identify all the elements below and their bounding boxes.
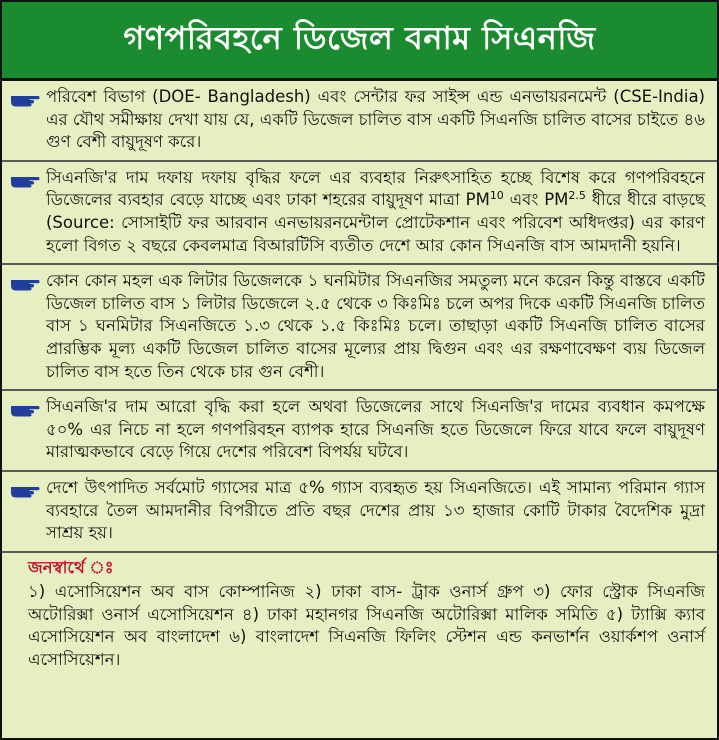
point-4 (2, 391, 717, 472)
point-3-text: কোন কোন মহল এক লিটার ডিজেলকে ১ ঘনমিটার সিএনজির সমতুল্য মনে করেন কিন্তু বাস্তবে একটি ডিজেল চালিত বাস ১ লিটার ডিজেলে ২.৫ থেকে ৩ কিঃমিঃ চলে অপর দিকে একটি সিএনজি চালিত বাস ১ ঘনমিটার সিএনজিতে ১.৩ থেকে ১.৫ কিঃমিঃ চলে। তাছাড়া একটি সিএনজি চালিত বাসের প্রারম্ভিক মূল্য একটি ডিজেল চালিত বাসের মূল্যের প্রায় দ্বিগুন এবং এর রক্ষণাবেক্ষণ ব্যয় ডিজেল চালিত বাস হতে তিন থেকে চার গুন বেশী। (46, 271, 705, 381)
point-2-text-b: এবং PM (503, 190, 569, 210)
point-1 (2, 81, 717, 162)
point-4-text: সিএনজি'র দাম আরো বৃদ্ধি করা হলে অথবা ডিজেলের সাথে সিএনজি'র দামের ব্যবধান কমপক্ষে ৫০% এর নিচে না হলে গণপরিবহন ব্যাপক হারে সিএনজি হতে ডিজেলে ফিরে যাবে ফলে বায়ুদূষণ মারাত্মকভাবে বেড়ে গিয়ে দেশের পরিবেশ বিপর্যয় ঘটবে। (46, 397, 705, 462)
point-2-text-a: সিএনজি'র দাম দফায় দফায় বৃদ্ধির ফলে এর ব্যবহার নিরুৎসাহিত হচ্ছে বিশেষ করে গণপরিবহনে ডিজেলের ব্যবহার বেড়ে যাচ্ছে এবং ঢাকা শহরের বায়ুদূষণ মাত্রা PM (46, 167, 705, 210)
tribute-heading: জনস্বার্থে ঃ (28, 557, 114, 577)
point-2 (2, 162, 717, 265)
pm10-superscript: 10 (489, 189, 504, 203)
pointing-hand-icon (10, 401, 40, 417)
point-1-text: পরিবেশ বিভাগ (DOE- Bangladesh) এবং সেন্টার ফর সাইন্স এন্ড এনভায়রনমেন্ট (CSE-India) এর যৌথ সমীক্ষায় দেখা যায় যে, একটি ডিজেল চালিত বাস একটি সিএনজি চালিত বাসের চাইতে ৪৬ গুণ বেশী বায়ুদূষণ করে। (46, 87, 705, 152)
pointing-hand-icon (10, 172, 40, 188)
pointing-hand-icon (10, 482, 40, 498)
point-2-text-c: ধীরে ধীরে বাড়ছে (Source: সোসাইটি ফর আরবান এনভায়রনমেন্টাল প্রোটেকশান এবং পরিবেশ অধিদপ্তর) এর কারণ হলো বিগত ২ বছরে কেবলমাত্র বিআরটিসি ব্যতীত দেশে আর কোন সিএনজি বাস আমদানী হয়নি। (46, 190, 705, 255)
title-bar (2, 2, 717, 81)
page-title: গণপরিবহনে ডিজেল বনাম সিএনজি (123, 19, 596, 57)
point-3 (2, 265, 717, 391)
pointing-hand-icon (10, 91, 40, 107)
tribute-text: ১) এসোসিয়েশন অব বাস কোম্পানিজ ২) ঢাকা বাস- ট্রাক ওনার্স গ্রুপ ৩) ফোর স্ট্রোক সিএনজি অটোরিক্সা ওনার্স এসোসিয়েশন ৪) ঢাকা মহানগর সিএনজি অটোরিক্সা মালিক সমিতি ৫) ট্যাক্সি ক্যাব এসোসিয়েশন অব বাংলাদেশ ৬) বাংলাদেশ সিএনজি ফিলিং স্টেশন এন্ড কনভার্শন ওয়ার্কশপ ওনার্স এসোসিয়েশন। (28, 582, 705, 670)
point-5-text: দেশে উৎপাদিত সর্বমোট গ্যাসের মাত্র ৫% গ্যাস ব্যবহৃত হয় সিএনজিতে। এই সামান্য পরিমান গ্যাস ব্যবহারে তৈল আমদানীর বিপরীতে প্রতি বছর দেশের প্রায় ১৩ হাজার কোটি টাকার বৈদেশিক মুদ্রা সাশ্রয় হয়। (46, 477, 705, 543)
content-area (2, 81, 717, 678)
tribute-section (2, 553, 717, 678)
pointing-hand-icon (10, 275, 40, 291)
point-5 (2, 472, 717, 553)
pm25-superscript: 2.5 (568, 189, 586, 203)
